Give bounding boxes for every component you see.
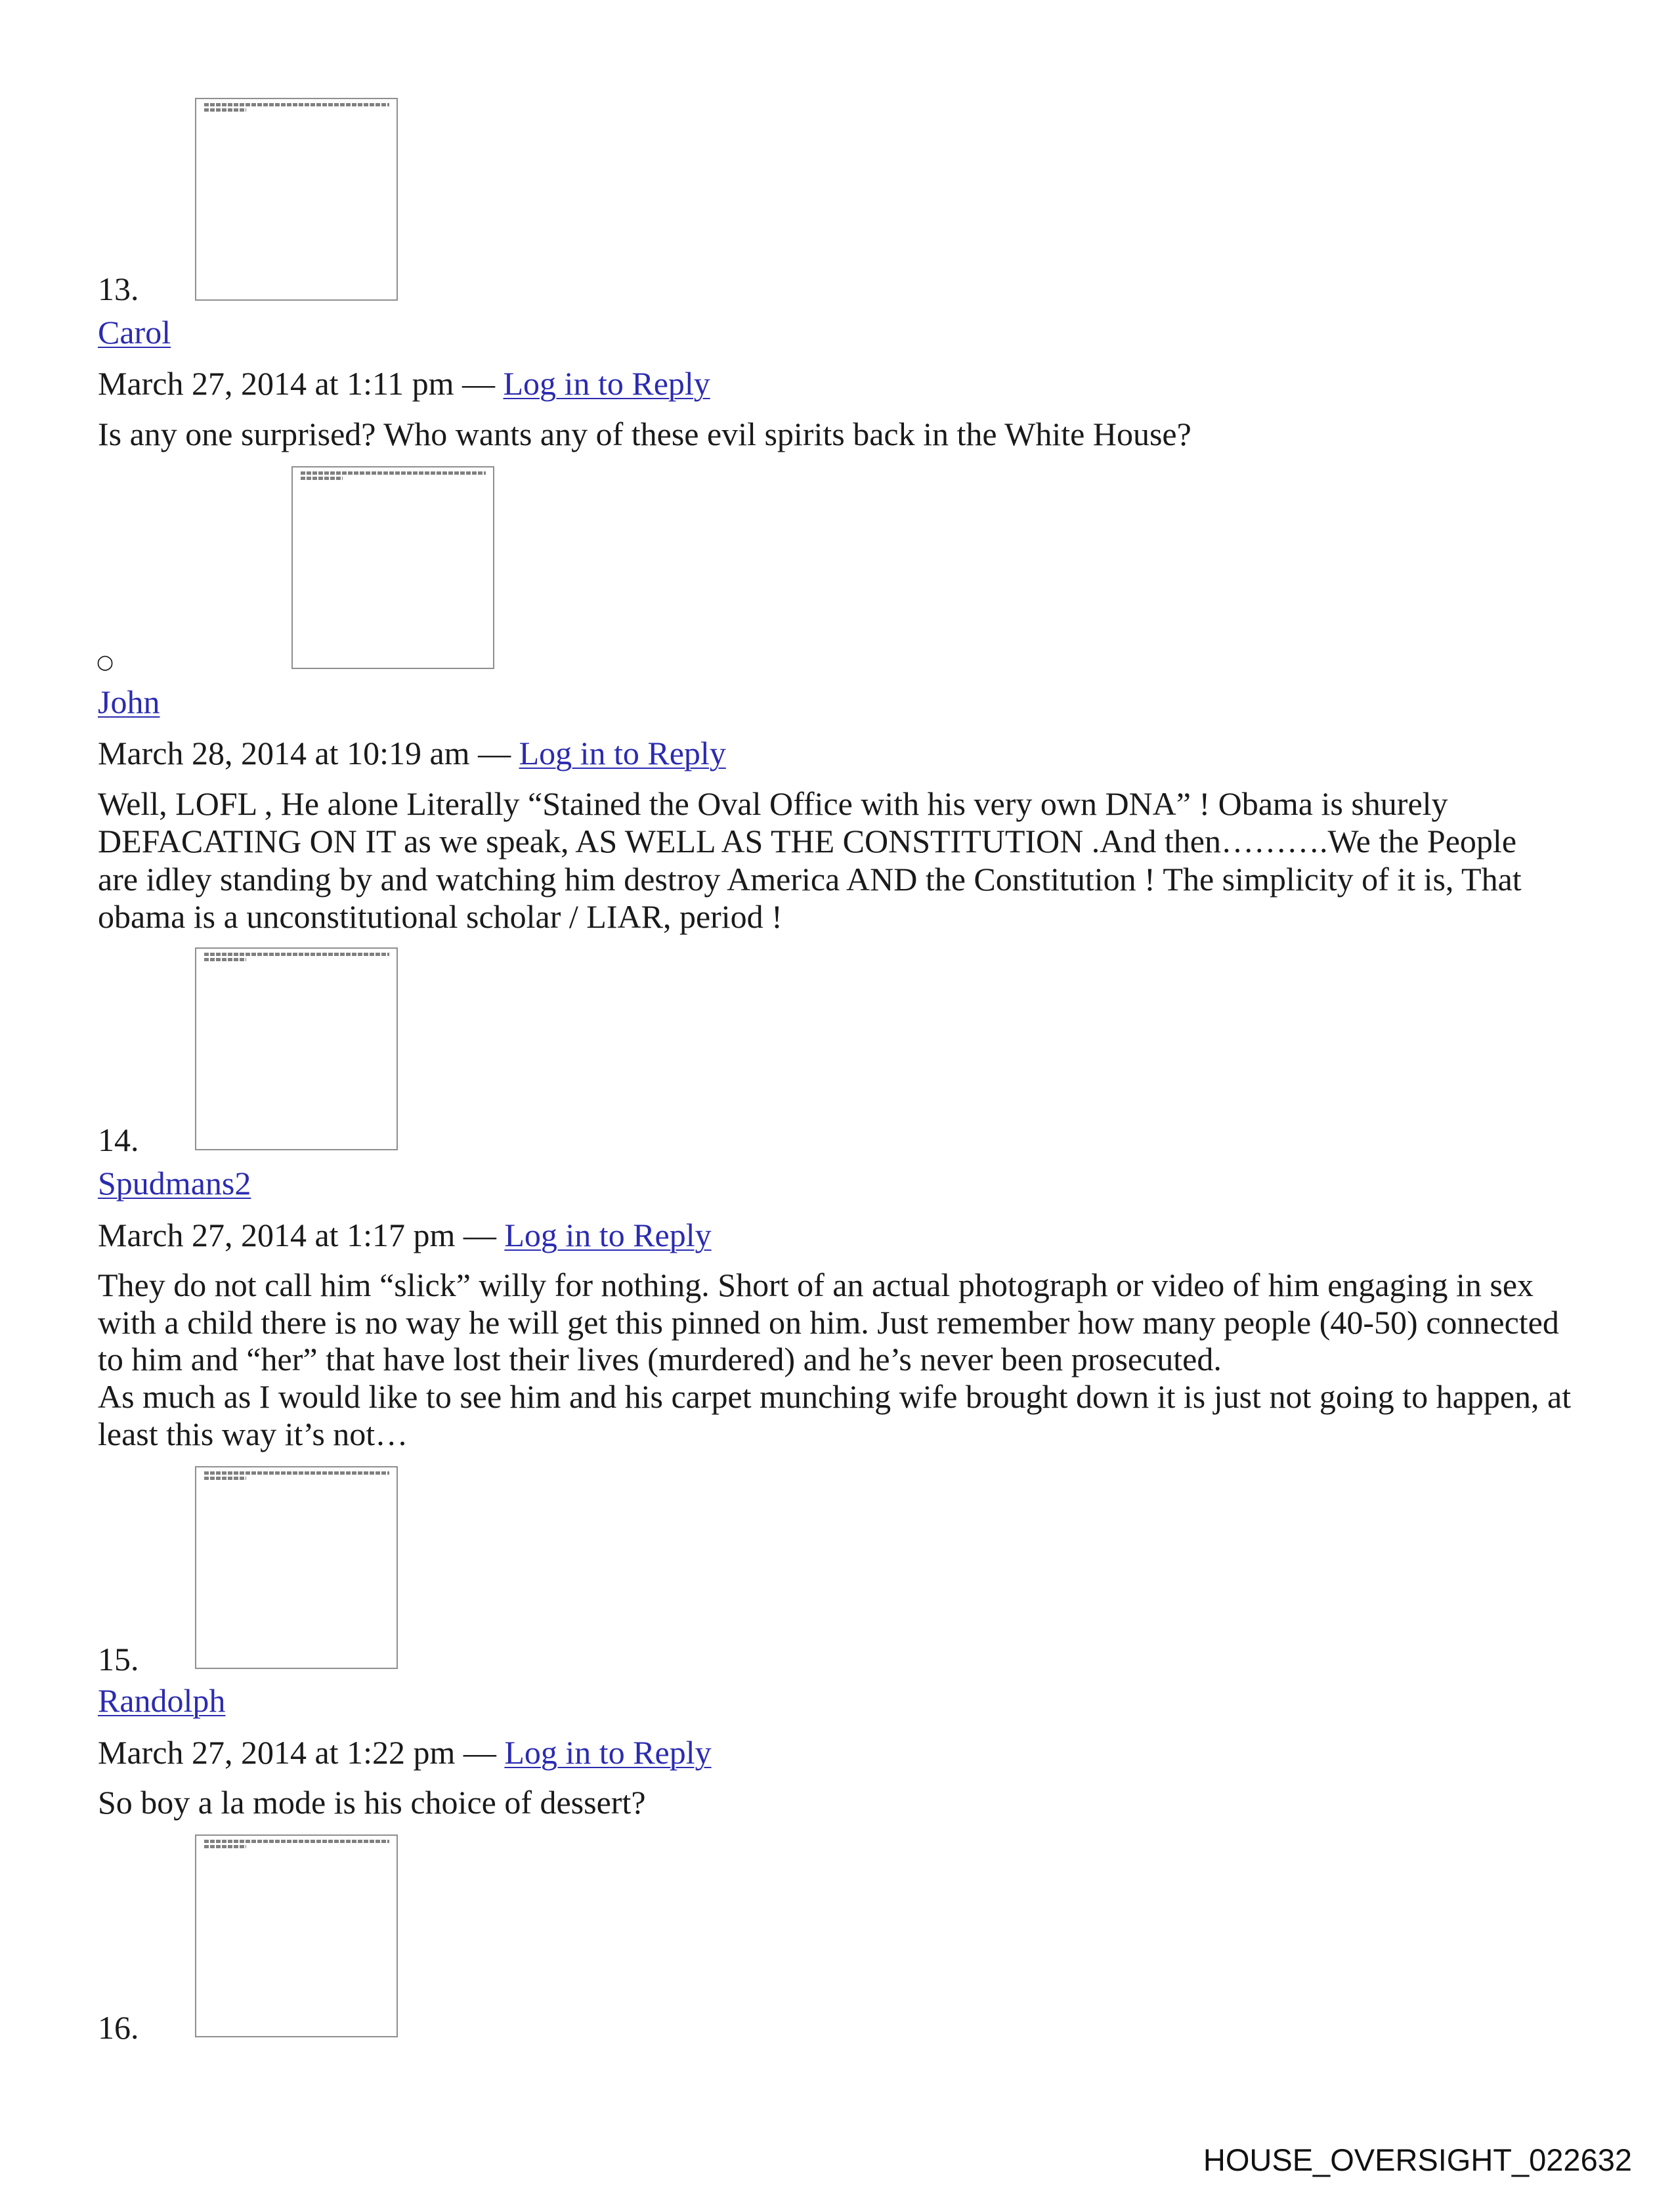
meta-separator: — (478, 735, 511, 771)
comment-date: March 27, 2014 at 1:11 pm (98, 365, 454, 402)
avatar-image (195, 98, 398, 301)
author-link[interactable]: Carol (98, 314, 171, 351)
broken-image-alt-text (301, 477, 343, 480)
avatar-image (195, 1834, 398, 2037)
comment-number: 14. (98, 1121, 139, 1158)
comment-body-line: least this way it’s not… (98, 1415, 408, 1452)
broken-image-alt-text (204, 1471, 389, 1475)
bates-number: HOUSE_OVERSIGHT_022632 (1203, 2142, 1632, 2177)
comment-body-line: So boy a la mode is his choice of dessert? (98, 1784, 646, 1821)
comment-body (98, 1267, 1571, 1452)
comment-body-line: to him and “her” that have lost their lives (murdered) and he’s never been prosecuted. (98, 1341, 1222, 1378)
comment-body-line: DEFACATING ON IT as we speak, AS WELL AS THE CONSTITUTION .And then……….We the People (98, 823, 1517, 860)
comment-author (98, 1165, 251, 1202)
comment-author (98, 1682, 225, 1720)
login-to-reply-link[interactable]: Log in to Reply (503, 365, 710, 402)
author-link[interactable]: Randolph (98, 1682, 226, 1719)
comment-body-line: As much as I would like to see him and his carpet munching wife brought down it is just not going to happen, at (98, 1378, 1572, 1416)
comment-body (98, 416, 1191, 453)
meta-separator: — (463, 1734, 496, 1771)
broken-image-alt-text (204, 108, 246, 112)
comment-meta (98, 1734, 712, 1771)
login-to-reply-link[interactable]: Log in to Reply (504, 1734, 712, 1771)
comment-body (98, 785, 1522, 936)
comment-body-line: They do not call him “slick” willy for nothing. Short of an actual photograph or video of him engaging in sex (98, 1267, 1534, 1303)
author-link[interactable]: Spudmans2 (98, 1165, 251, 1202)
broken-image-alt-text (204, 103, 389, 106)
comment-meta (98, 365, 710, 402)
avatar-image (291, 466, 494, 669)
comment-body (98, 1784, 646, 1821)
comment-body-line: Is any one surprised? Who wants any of these evil spirits back in the White House? (98, 416, 1191, 452)
login-to-reply-link[interactable]: Log in to Reply (519, 735, 726, 771)
login-to-reply-link[interactable]: Log in to Reply (504, 1217, 712, 1253)
comment-body-line: obama is a unconstitutional scholar / LIAR, period ! (98, 898, 783, 935)
broken-image-alt-text (204, 1840, 389, 1843)
meta-separator: — (462, 365, 496, 402)
comment-body-line: Well, LOFL , He alone Literally “Stained the Oval Office with his very own DNA” ! Obama is shurely (98, 785, 1448, 822)
avatar-image (195, 1466, 398, 1669)
comment-number: 15. (98, 1641, 139, 1678)
reply-bullet: ○ (97, 651, 114, 674)
comment-author (98, 683, 160, 721)
broken-image-alt-text (204, 1477, 246, 1480)
comment-body-line: are idley standing by and watching him destroy America AND the Constitution ! The simplicity of it is, That (98, 860, 1522, 898)
comment-date: March 28, 2014 at 10:19 am (98, 735, 470, 771)
comment-meta (98, 1217, 712, 1254)
author-link[interactable]: John (98, 683, 160, 720)
comment-body-line: with a child there is no way he will get this pinned on him. Just remember how many people (40-50) connected (98, 1303, 1559, 1341)
comment-date: March 27, 2014 at 1:17 pm (98, 1217, 456, 1253)
avatar-image (195, 947, 398, 1150)
comment-author (98, 314, 171, 351)
comment-number: 13. (98, 271, 139, 307)
broken-image-alt-text (204, 958, 246, 961)
broken-image-alt-text (301, 471, 486, 475)
broken-image-alt-text (204, 953, 389, 956)
comment-meta (98, 735, 726, 772)
comment-number: 16. (98, 2009, 139, 2046)
meta-separator: — (463, 1217, 496, 1253)
broken-image-alt-text (204, 1845, 246, 1848)
comment-date: March 27, 2014 at 1:22 pm (98, 1734, 456, 1771)
